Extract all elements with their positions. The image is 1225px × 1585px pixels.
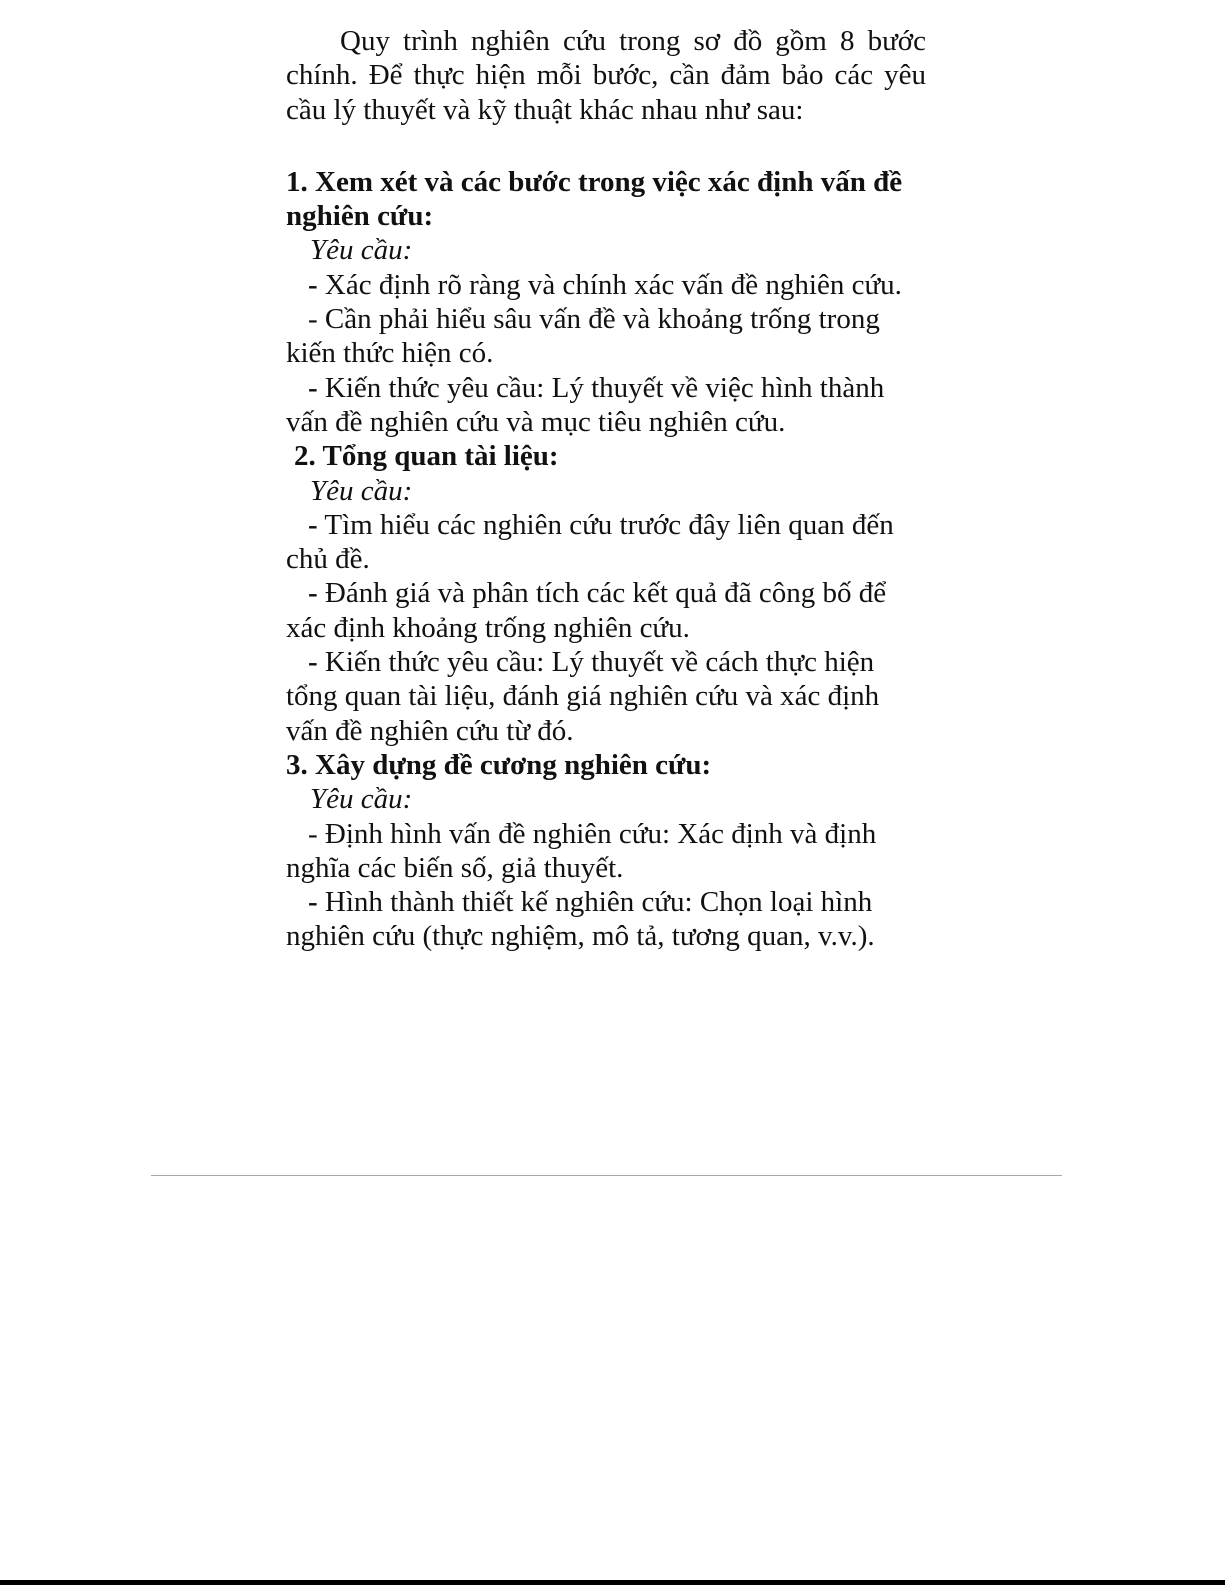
- document-body: [286, 24, 926, 954]
- page-bottom-border: [0, 1580, 1225, 1585]
- list-item: [286, 371, 926, 440]
- bullet-dash: -: [308, 371, 318, 404]
- footer-divider: [151, 1175, 1062, 1176]
- section-heading-3: 3. Xây dựng đề cương nghiên cứu:: [286, 748, 712, 781]
- list-item-text: Kiến thức yêu cầu: Lý thuyết về việc hình thành vấn đề nghiên cứu và mục tiêu nghiên cứu.: [286, 371, 885, 438]
- section-heading-1: 1. Xem xét và các bước trong việc xác định vấn đề nghiên cứu:: [286, 165, 903, 233]
- bullet-dash: -: [308, 508, 318, 541]
- list-item: [286, 576, 926, 645]
- list-item-text: Đánh giá và phân tích các kết quả đã công bố để xác định khoảng trống nghiên cứu.: [286, 577, 887, 644]
- list-item-text: Tìm hiểu các nghiên cứu trước đây liên quan đến chủ đề.: [286, 508, 894, 576]
- requirements-label-2: Yêu cầu:: [310, 474, 413, 507]
- list-item-text: Kiến thức yêu cầu: Lý thuyết về cách thực hiện tổng quan tài liệu, đánh giá nghiên cứu và xác định vấn đề nghiên cứu từ đó.: [286, 646, 880, 747]
- list-item: [286, 268, 926, 302]
- list-item: [286, 302, 926, 371]
- bullet-dash: -: [308, 886, 318, 919]
- bullet-dash: -: [308, 303, 318, 336]
- list-item: [286, 817, 926, 886]
- list-item-text: Xác định rõ ràng và chính xác vấn đề nghiên cứu.: [317, 268, 902, 301]
- list-item-text: Định hình vấn đề nghiên cứu: Xác định và định nghĩa các biến số, giả thuyết.: [286, 817, 877, 884]
- requirements-label-1: Yêu cầu:: [310, 234, 413, 267]
- bullet-dash: -: [308, 268, 318, 301]
- list-item: [286, 508, 926, 577]
- list-item: [286, 885, 926, 954]
- intro-paragraph: Quy trình nghiên cứu trong sơ đồ gồm 8 bước chính. Để thực hiện mỗi bước, cần đảm bảo các yêu cầu lý thuyết và kỹ thuật khác nhau như sau:: [286, 25, 926, 126]
- list-item-text: Hình thành thiết kế nghiên cứu: Chọn loại hình nghiên cứu (thực nghiệm, mô tả, tương quan, v.v.).: [286, 886, 875, 953]
- list-item-text: Cần phải hiểu sâu vấn đề và khoảng trống trong kiến thức hiện có.: [286, 303, 880, 370]
- list-item: [286, 645, 926, 748]
- bullet-dash: -: [308, 817, 318, 850]
- section-heading-2: 2. Tổng quan tài liệu:: [294, 440, 559, 473]
- bullet-dash: -: [308, 577, 318, 610]
- requirements-label-3: Yêu cầu:: [310, 783, 413, 816]
- bullet-dash: -: [308, 646, 318, 679]
